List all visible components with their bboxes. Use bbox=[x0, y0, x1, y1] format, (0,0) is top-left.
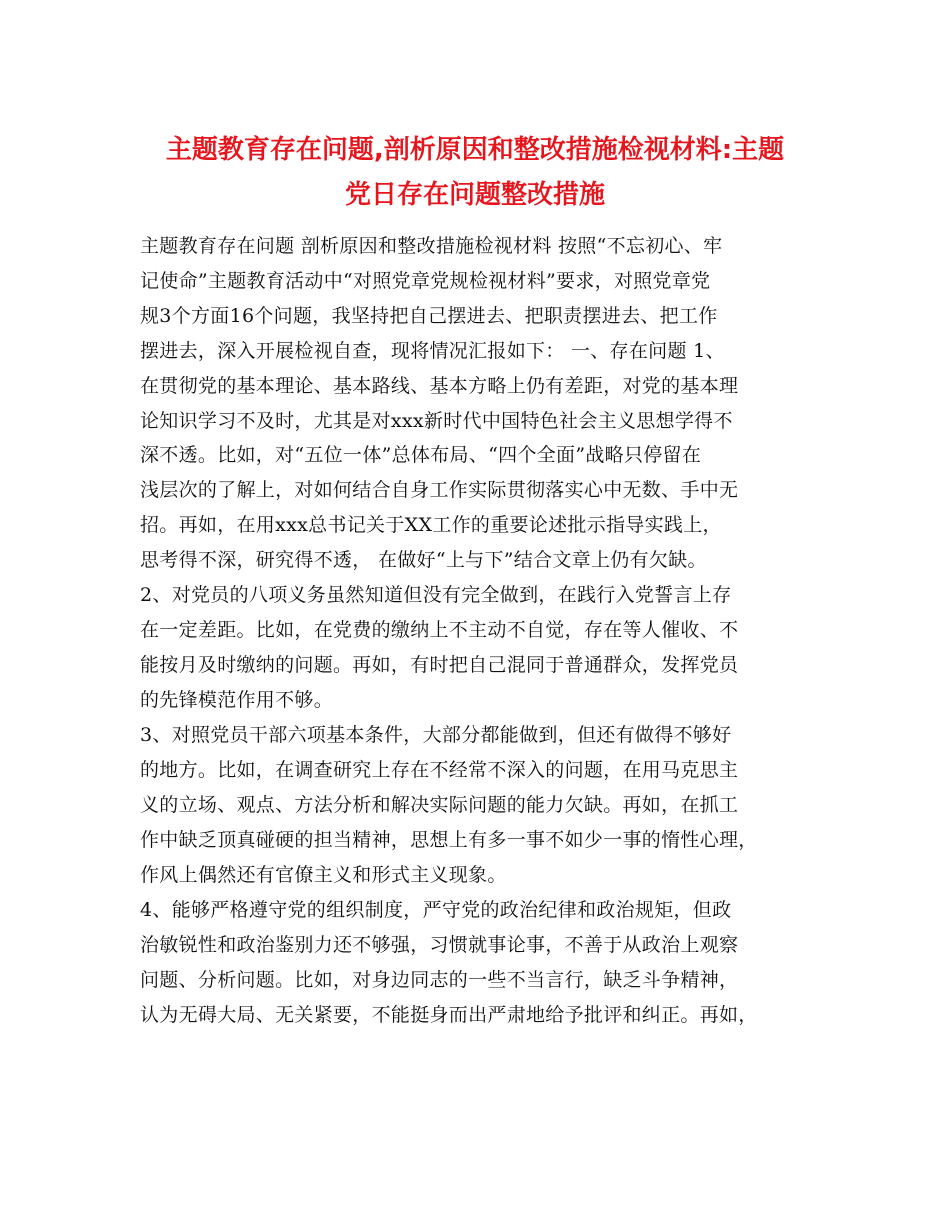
body-line: 治敏锐性和政治鉴别力还不够强，习惯就事论事，不善于从政治上观察 bbox=[140, 934, 739, 956]
body-line: 问题、分析问题。比如，对身边同志的一些不当言行，缺乏斗争精神， bbox=[140, 969, 739, 991]
body-line: 认为无碍大局、无关紧要，不能挺身而出严肃地给予批评和纠正。再如， bbox=[140, 1004, 758, 1026]
body-line: 思考得不深，研究得不透， 在做好“上与下”结合文章上仍有欠缺。 bbox=[140, 549, 707, 571]
body-line: 3、对照党员干部六项基本条件，大部分都能做到，但还有做得不够好 bbox=[140, 724, 732, 746]
body-line: 在贯彻党的基本理论、基本路线、基本方略上仍有差距，对党的基本理 bbox=[140, 375, 739, 397]
body-line: 作风上偶然还有官僚主义和形式主义现象。 bbox=[140, 864, 507, 886]
body-line: 招。再如，在用xxx总书记关于XX工作的重要论述批示指导实践上， bbox=[140, 514, 722, 536]
title-line-1: 主题教育存在问题,剖析原因和整改措施检视材料:主题 bbox=[165, 135, 785, 165]
body-line: 摆进去，深入开展检视自查，现将情况汇报如下： 一、存在问题 1、 bbox=[140, 340, 725, 362]
body-line: 4、能够严格遵守党的组织制度，严守党的政治纪律和政治规矩，但政 bbox=[140, 899, 732, 921]
title-line-2: 党日存在问题整改措施 bbox=[344, 180, 605, 210]
body-line: 浅层次的了解上，对如何结合自身工作实际贯彻落实心中无数、手中无 bbox=[140, 479, 739, 501]
body-line: 主题教育存在问题 剖析原因和整改措施检视材料 按照“不忘初心、牢 bbox=[140, 235, 723, 257]
body-line: 义的立场、观点、方法分析和解决实际问题的能力欠缺。再如，在抓工 bbox=[140, 794, 739, 816]
body-line: 的地方。比如，在调查研究上存在不经常不深入的问题，在用马克思主 bbox=[140, 759, 739, 781]
body-line: 能按月及时缴纳的问题。再如，有时把自己混同于普通群众，发挥党员 bbox=[140, 654, 739, 676]
body-line: 作中缺乏顶真碰硬的担当精神，思想上有多一事不如少一事的惰性心理， bbox=[140, 829, 758, 851]
body-line: 记使命”主题教育活动中“对照党章党规检视材料”要求，对照党章党 bbox=[140, 270, 711, 292]
body-line: 深不透。比如，对“五位一体”总体布局、“四个全面”战略只停留在 bbox=[140, 444, 702, 466]
body-line: 的先锋模范作用不够。 bbox=[140, 689, 334, 711]
body-line: 规3个方面16个问题，我坚持把自己摆进去、把职责摆进去、把工作 bbox=[140, 305, 718, 327]
body-line: 论知识学习不及时，尤其是对xxx新时代中国特色社会主义思想学得不 bbox=[140, 410, 733, 432]
document-title bbox=[135, 128, 815, 218]
body-line: 2、对党员的八项义务虽然知道但没有完全做到，在践行入党誓言上存 bbox=[140, 584, 732, 606]
body-line: 在一定差距。比如，在党费的缴纳上不主动不自觉，存在等人催收、不 bbox=[140, 619, 739, 641]
